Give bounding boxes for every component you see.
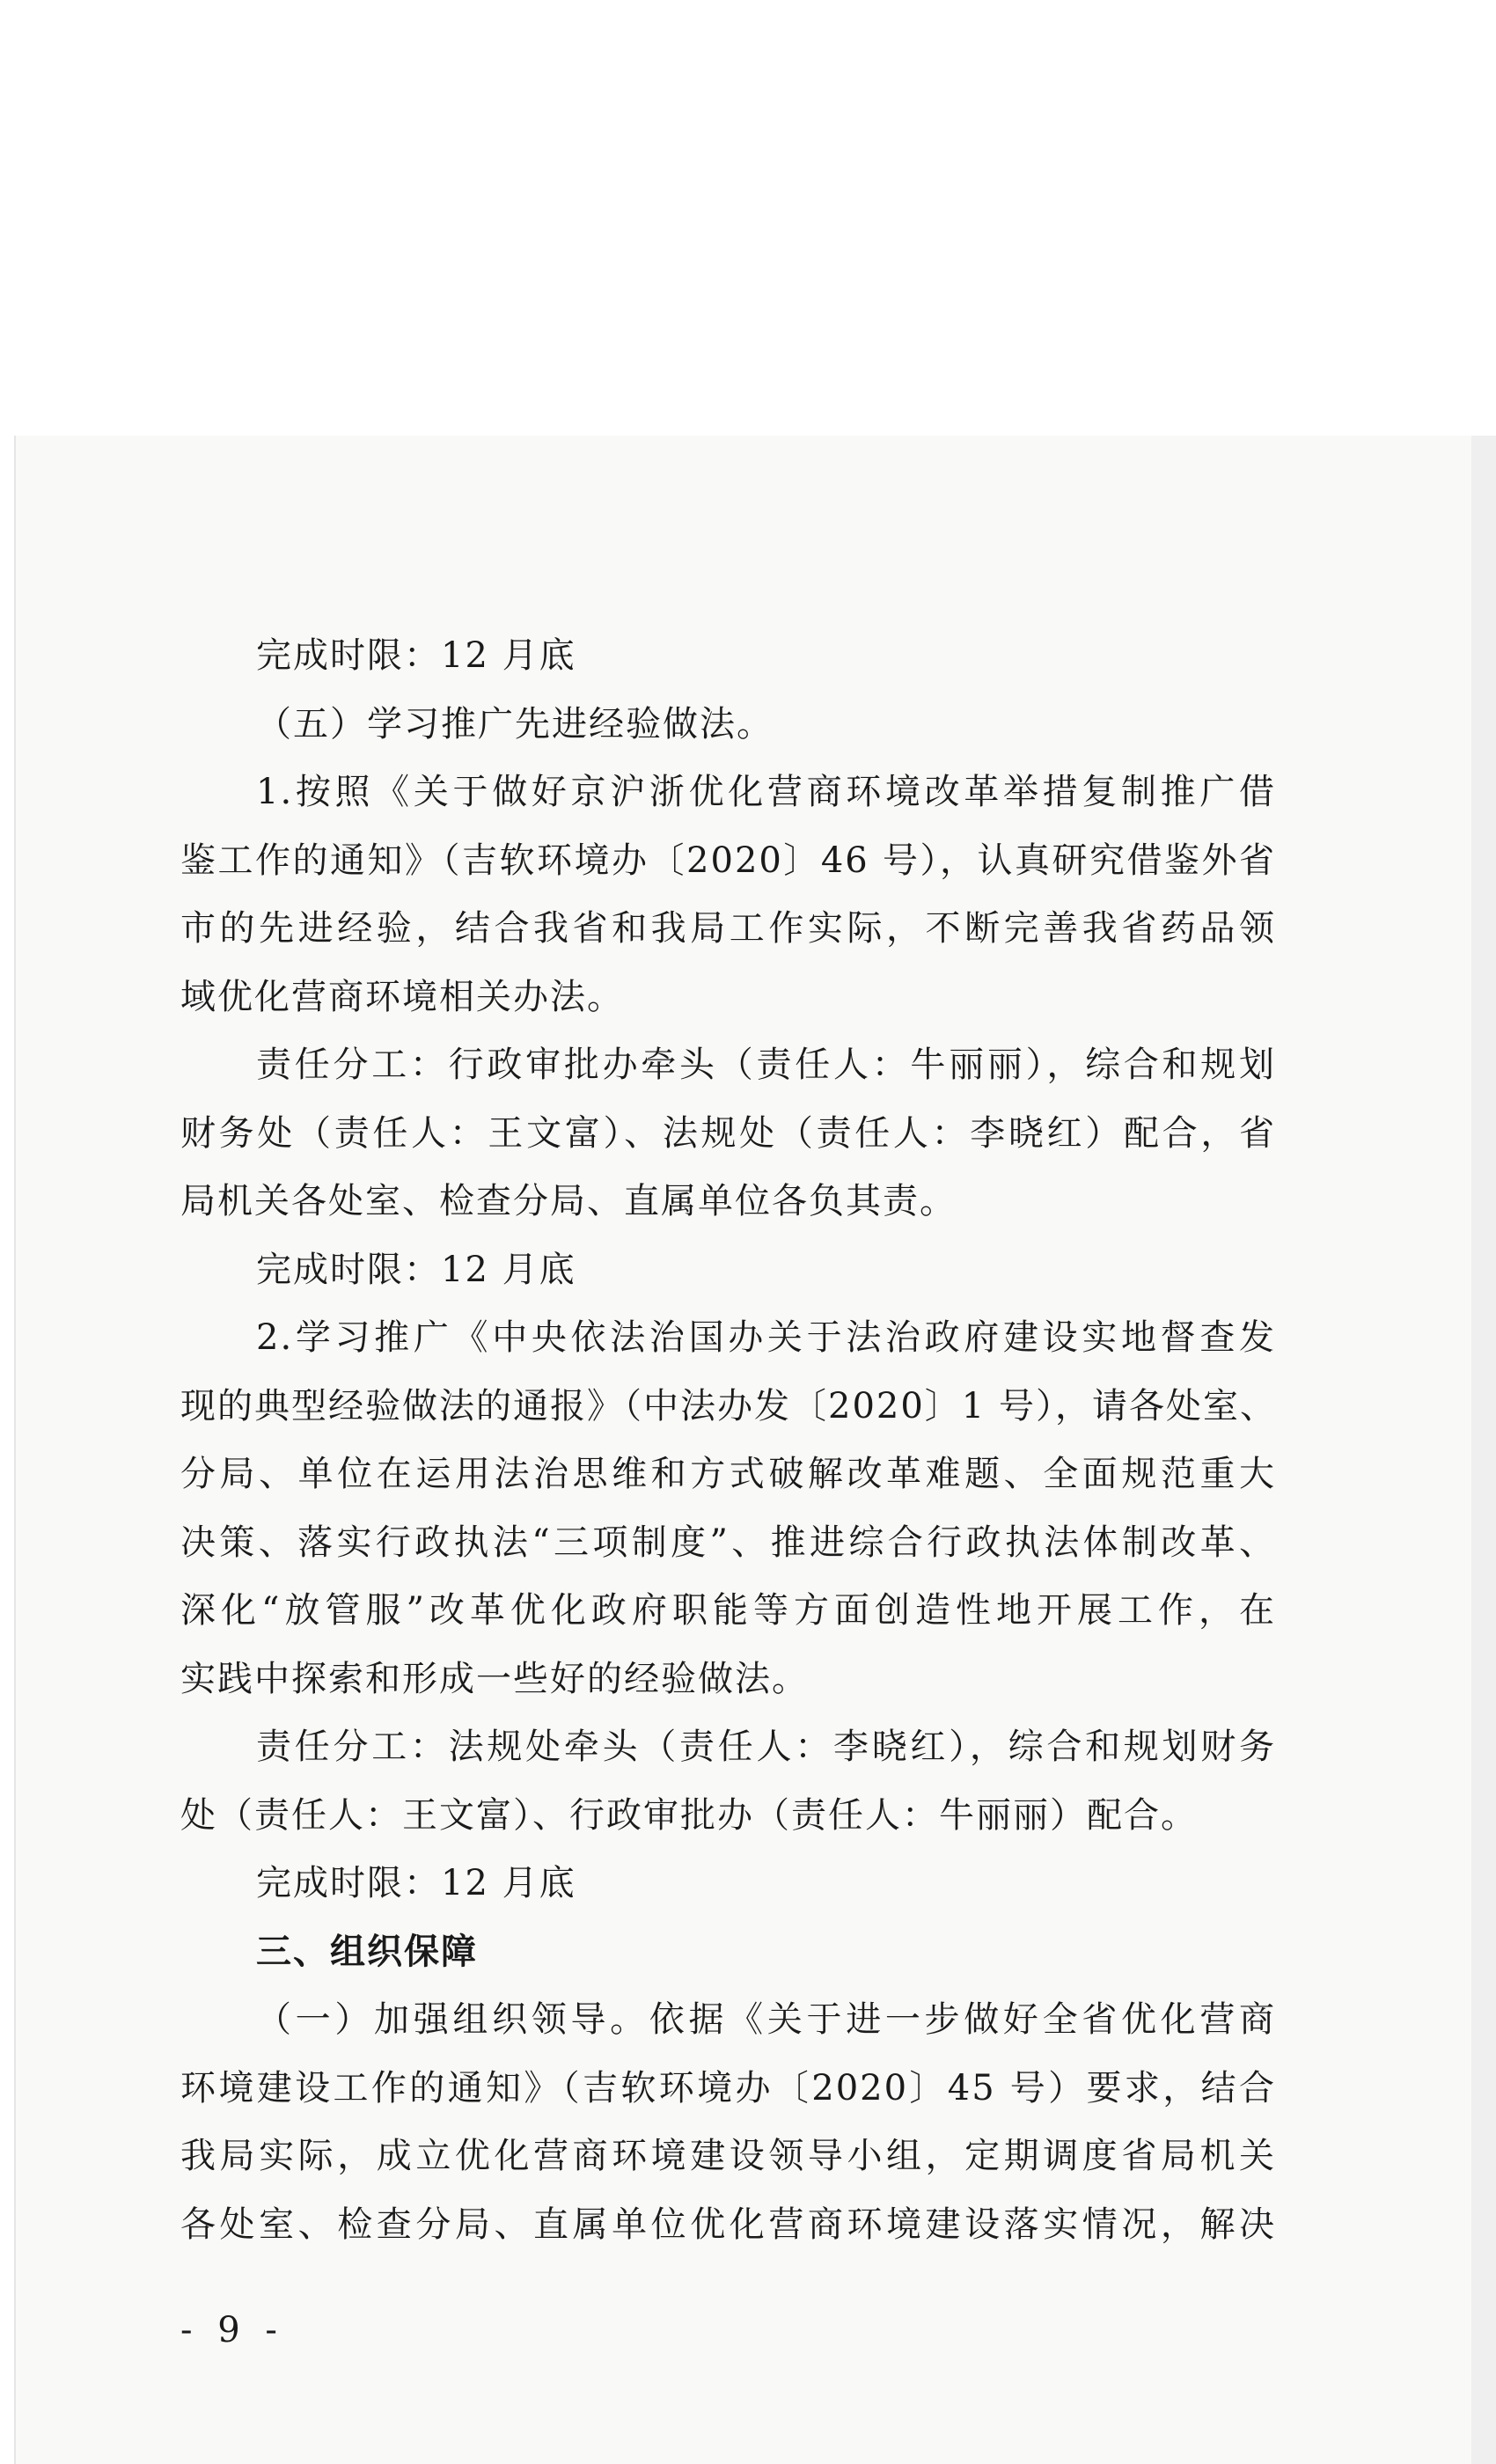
text-line: 完成时限：12 月底 bbox=[256, 1863, 576, 1903]
text-line: 鉴工作的通知》（吉软环境办〔2020〕46 号），认真研究借鉴外省 bbox=[180, 840, 1276, 881]
text-line: 1.按照《关于做好京沪浙优化营商环境改革举措复制推广借 bbox=[256, 772, 1276, 812]
text-line: 深化“放管服”改革优化政府职能等方面创造性地开展工作，在 bbox=[180, 1590, 1276, 1631]
text-line: 责任分工：法规处牵头（责任人：李晓红），综合和规划财务 bbox=[256, 1727, 1276, 1767]
text-line: 环境建设工作的通知》（吉软环境办〔2020〕45 号）要求，结合 bbox=[180, 2067, 1276, 2108]
text-line: 2.学习推广《中央依法治国办关于法治政府建设实地督查发 bbox=[256, 1317, 1276, 1358]
text-line: 完成时限：12 月底 bbox=[256, 1249, 576, 1290]
text-line: 处（责任人：王文富）、行政审批办（责任人：牛丽丽）配合。 bbox=[180, 1794, 1198, 1836]
text-line: 局机关各处室、检查分局、直属单位各负其责。 bbox=[180, 1181, 957, 1221]
text-line: 各处室、检查分局、直属单位优化营商环境建设落实情况，解决 bbox=[180, 2204, 1276, 2245]
text-line: 现的典型经验做法的通报》（中法办发〔2020〕1 号），请各处室、 bbox=[180, 1385, 1277, 1426]
text-line: 分局、单位在运用法治思维和方式破解改革难题、全面规范重大 bbox=[180, 1454, 1276, 1494]
text-line: 我局实际，成立优化营商环境建设领导小组，定期调度省局机关 bbox=[180, 2136, 1276, 2176]
text-line: 决策、落实行政执法“三项制度”、推进综合行政执法体制改革、 bbox=[180, 1522, 1276, 1563]
page-edge bbox=[1471, 436, 1496, 2464]
text-line: 市的先进经验，结合我省和我局工作实际，不断完善我省药品领 bbox=[180, 908, 1276, 949]
text-line: （五）学习推广先进经验做法。 bbox=[256, 703, 774, 744]
text-line: 责任分工：行政审批办牵头（责任人：牛丽丽），综合和规划 bbox=[256, 1045, 1276, 1085]
text-line: （一）加强组织领导。依据《关于进一步做好全省优化营商 bbox=[256, 1999, 1276, 2040]
text-line: 实践中探索和形成一些好的经验做法。 bbox=[180, 1658, 809, 1699]
text-line: 财务处（责任人：王文富）、法规处（责任人：李晓红）配合，省 bbox=[180, 1112, 1276, 1154]
section-heading: 三、组织保障 bbox=[256, 1931, 478, 1972]
text-line: 域优化营商环境相关办法。 bbox=[180, 976, 624, 1017]
text-line: 完成时限：12 月底 bbox=[256, 635, 576, 676]
page-number: - 9 - bbox=[180, 2310, 284, 2350]
